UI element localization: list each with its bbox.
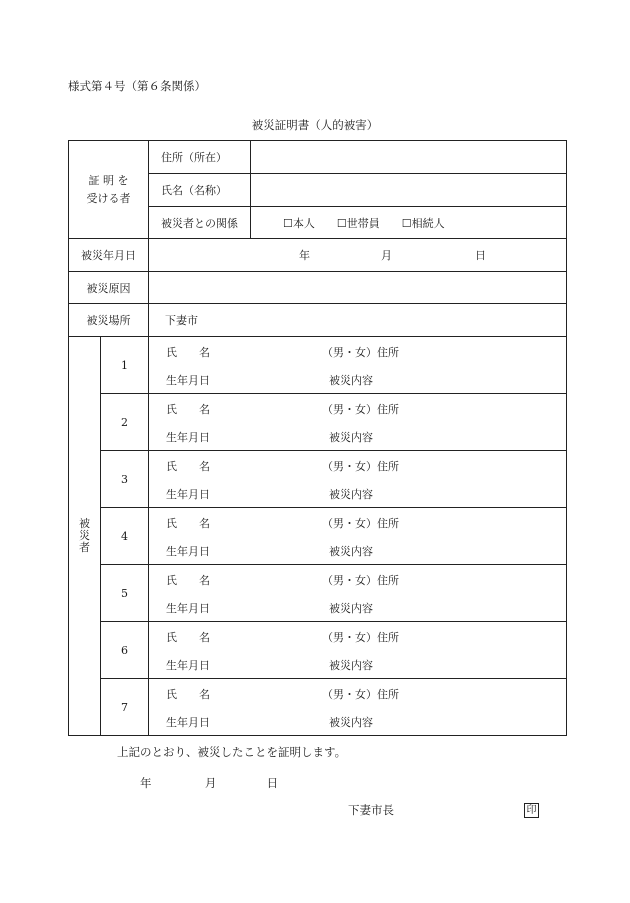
victims-header-char-3: 者 bbox=[79, 541, 90, 554]
victim-number: 6 bbox=[101, 622, 149, 679]
victims-header bbox=[69, 337, 101, 736]
victim-damage-label: 被災内容 bbox=[329, 488, 373, 501]
victim-name-label: 氏 名 bbox=[166, 688, 210, 701]
victim-birthdate-label: 生年月日 bbox=[166, 659, 210, 672]
victims-header-char-1: 被 bbox=[79, 517, 90, 530]
certified-person-header bbox=[69, 141, 149, 239]
victim-damage-label: 被災内容 bbox=[329, 431, 373, 444]
victim-name-label: 氏 名 bbox=[166, 460, 210, 473]
relation-label: 被災者との関係 bbox=[149, 207, 251, 239]
victim-birthdate-label: 生年月日 bbox=[166, 488, 210, 501]
victim-birthdate-label: 生年月日 bbox=[166, 374, 210, 387]
victim-gender-address-label: （男・女）住所 bbox=[322, 346, 399, 359]
address-field[interactable] bbox=[251, 141, 567, 174]
relation-checkbox-self[interactable]: ☐本人 bbox=[283, 216, 315, 230]
victim-birthdate-label: 生年月日 bbox=[166, 431, 210, 444]
disaster-place-label: 被災場所 bbox=[69, 304, 149, 337]
issue-date[interactable] bbox=[140, 778, 278, 790]
victim-gender-address-label: （男・女）住所 bbox=[322, 460, 399, 473]
address-label: 住所（所在） bbox=[149, 141, 251, 174]
victim-damage-label: 被災内容 bbox=[329, 545, 373, 558]
disaster-place-value[interactable]: 下妻市 bbox=[149, 304, 567, 337]
victim-entry[interactable] bbox=[149, 679, 567, 736]
victim-name-label: 氏 名 bbox=[166, 631, 210, 644]
victim-number: 2 bbox=[101, 394, 149, 451]
victim-number: 4 bbox=[101, 508, 149, 565]
victim-gender-address-label: （男・女）住所 bbox=[322, 631, 399, 644]
victim-name-label: 氏 名 bbox=[166, 346, 210, 359]
seal-mark: 印 bbox=[524, 803, 539, 818]
certified-header-line2: 受ける者 bbox=[86, 191, 131, 205]
victim-entry[interactable] bbox=[149, 394, 567, 451]
relation-checkbox-heir[interactable]: ☐相続人 bbox=[401, 216, 445, 230]
relation-checkbox-household[interactable]: ☐世帯員 bbox=[336, 216, 380, 230]
certificate-form-table bbox=[68, 140, 567, 736]
victim-damage-label: 被災内容 bbox=[329, 716, 373, 729]
victim-gender-address-label: （男・女）住所 bbox=[322, 403, 399, 416]
certification-statement: 上記のとおり、被災したことを証明します。 bbox=[117, 745, 347, 759]
issuer-name: 下妻市長 bbox=[348, 803, 394, 817]
victim-name-label: 氏 名 bbox=[166, 403, 210, 416]
victim-damage-label: 被災内容 bbox=[329, 659, 373, 672]
form-label: 様式第４号（第６条関係） bbox=[68, 79, 206, 93]
relation-options bbox=[251, 207, 567, 239]
disaster-date-day: 日 bbox=[475, 248, 486, 262]
disaster-date-label: 被災年月日 bbox=[69, 239, 149, 272]
victim-gender-address-label: （男・女）住所 bbox=[322, 688, 399, 701]
name-label: 氏名（名称） bbox=[149, 174, 251, 207]
victim-damage-label: 被災内容 bbox=[329, 374, 373, 387]
disaster-date-month: 月 bbox=[381, 248, 392, 262]
name-field[interactable] bbox=[251, 174, 567, 207]
disaster-cause-field[interactable] bbox=[149, 272, 567, 304]
victim-number: 7 bbox=[101, 679, 149, 736]
victim-entry[interactable] bbox=[149, 337, 567, 394]
victim-entry[interactable] bbox=[149, 451, 567, 508]
victim-name-label: 氏 名 bbox=[166, 517, 210, 530]
disaster-date-year: 年 bbox=[299, 248, 310, 262]
victim-number: 5 bbox=[101, 565, 149, 622]
victim-birthdate-label: 生年月日 bbox=[166, 602, 210, 615]
victim-damage-label: 被災内容 bbox=[329, 602, 373, 615]
victim-number: 1 bbox=[101, 337, 149, 394]
victim-gender-address-label: （男・女）住所 bbox=[322, 517, 399, 530]
issue-date-day: 日 bbox=[266, 776, 279, 790]
victim-birthdate-label: 生年月日 bbox=[166, 545, 210, 558]
disaster-cause-label: 被災原因 bbox=[69, 272, 149, 304]
victim-number: 3 bbox=[101, 451, 149, 508]
victim-entry[interactable] bbox=[149, 508, 567, 565]
victim-entry[interactable] bbox=[149, 565, 567, 622]
issue-date-month: 月 bbox=[204, 776, 217, 790]
victim-gender-address-label: （男・女）住所 bbox=[322, 574, 399, 587]
victims-header-char-2: 災 bbox=[79, 529, 90, 542]
disaster-date-field[interactable] bbox=[149, 239, 567, 272]
issue-date-year: 年 bbox=[140, 776, 152, 790]
certified-header-line1: 証 明 を bbox=[88, 173, 129, 187]
document-title: 被災証明書（人的被害） bbox=[251, 118, 379, 132]
victim-name-label: 氏 名 bbox=[166, 574, 210, 587]
victim-entry[interactable] bbox=[149, 622, 567, 679]
victim-birthdate-label: 生年月日 bbox=[166, 716, 210, 729]
